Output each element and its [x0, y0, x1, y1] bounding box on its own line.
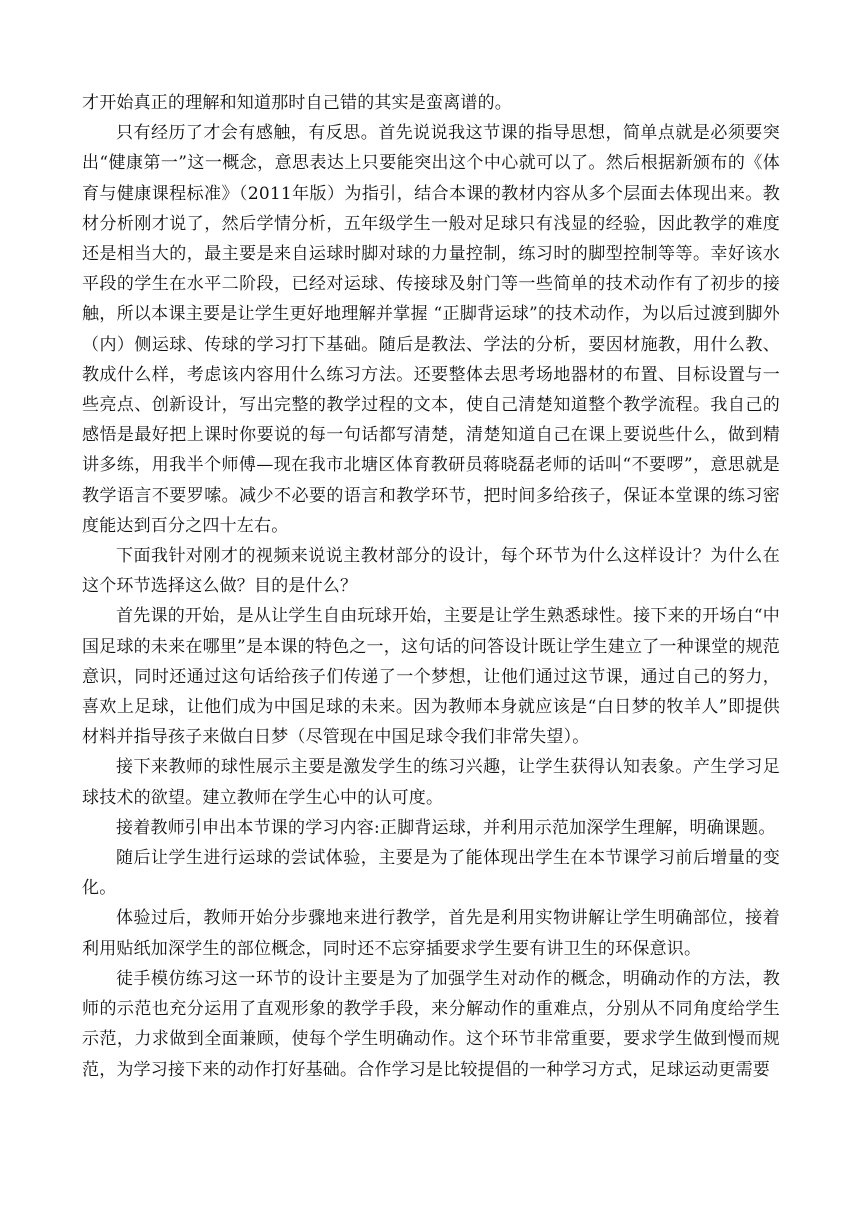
- paragraph-2: 只有经历了才会有感触，有反思。首先说说我这节课的指导思想，简单点就是必须要突出“健康第一”这一概念，意思表达上只要能突出这个中心就可以了。然后根据新颁布的《体育与健康课程标准》（2011年版）为指引，结合本课的教材内容从多个层面去体现出来。教材分析刚才说了，然后学情分析，五年级学生一般对足球只有浅显的经验，因此教学的难度还是相当大的，最主要是来自运球时脚对球的力量控制，练习时的脚型控制等等。幸好该水平段的学生在水平二阶段，已经对运球、传接球及射门等一些简单的技术动作有了初步的接触，所以本课主要是让学生更好地理解并掌握 “正脚背运球”的技术动作，为以后过渡到脚外（内）侧运球、传球的学习打下基础。随后是教法、学法的分析，要因材施教，用什么教、教成什么样，考虑该内容用什么练习方法。还要整体去思考场地器材的布置、目标设置与一些亮点、创新设计，写出完整的教学过程的文本，使自己清楚知道整个教学流程。我自己的感悟是最好把上课时你要说的每一句话都写清楚，清楚知道自己在课上要说些什么，做到精讲多练，用我半个师傅—现在我市北塘区体育教研员蒋晓磊老师的话叫“不要啰”，意思就是教学语言不要罗嗦。减少不必要的语言和教学环节，把时间多给孩子，保证本堂课的练习密度能达到百分之四十左右。: [82, 123, 780, 536]
- paragraph-7: 随后让学生进行运球的尝试体验，主要是为了能体现出学生在本节课学习前后增量的变化。: [82, 848, 780, 899]
- paragraph-3: 下面我针对刚才的视频来说说主教材部分的设计，每个环节为什么这样设计？为什么在这个环节选择这么做？目的是什么？: [82, 546, 780, 597]
- paragraph-5: 接下来教师的球性展示主要是激发学生的练习兴趣，让学生获得认知表象。产生学习足球技术的欲望。建立教师在学生心中的认可度。: [82, 757, 780, 808]
- paragraph-1: 才开始真正的理解和知道那时自己错的其实是蛮离谱的。: [82, 93, 512, 113]
- paragraph-8: 体验过后，教师开始分步骤地来进行教学，首先是利用实物讲解让学生明确部位，接着利用贴纸加深学生的部位概念，同时还不忘穿插要求学生要有讲卫生的环保意识。: [82, 908, 780, 959]
- paragraph-6: 接着教师引申出本节课的学习内容:正脚背运球，并利用示范加深学生理解，明确课题。: [116, 817, 776, 838]
- paragraph-9: 徒手模仿练习这一环节的设计主要是为了加强学生对动作的概念，明确动作的方法，教师的示范也充分运用了直观形象的教学手段，来分解动作的重难点，分别从不同角度给学生示范，力求做到全面兼顾，使每个学生明确动作。这个环节非常重要，要求学生做到慢而规范，为学习接下来的动作打好基础。合作学习是比较提倡的一种学习方式，足球运动更需要: [82, 968, 780, 1080]
- document-page: [82, 88, 780, 1085]
- paragraph-4: 首先课的开始，是从让学生自由玩球开始，主要是让学生熟悉球性。接下来的开场白“中国足球的未来在哪里”是本课的特色之一，这句话的问答设计既让学生建立了一种课堂的规范意识，同时还通过这句话给孩子们传递了一个梦想，让他们通过这节课，通过自己的努力，喜欢上足球，让他们成为中国足球的未来。因为教师本身就应该是“白日梦的牧羊人”即提供材料并指导孩子来做白日梦（尽管现在中国足球令我们非常失望）。: [82, 606, 780, 748]
